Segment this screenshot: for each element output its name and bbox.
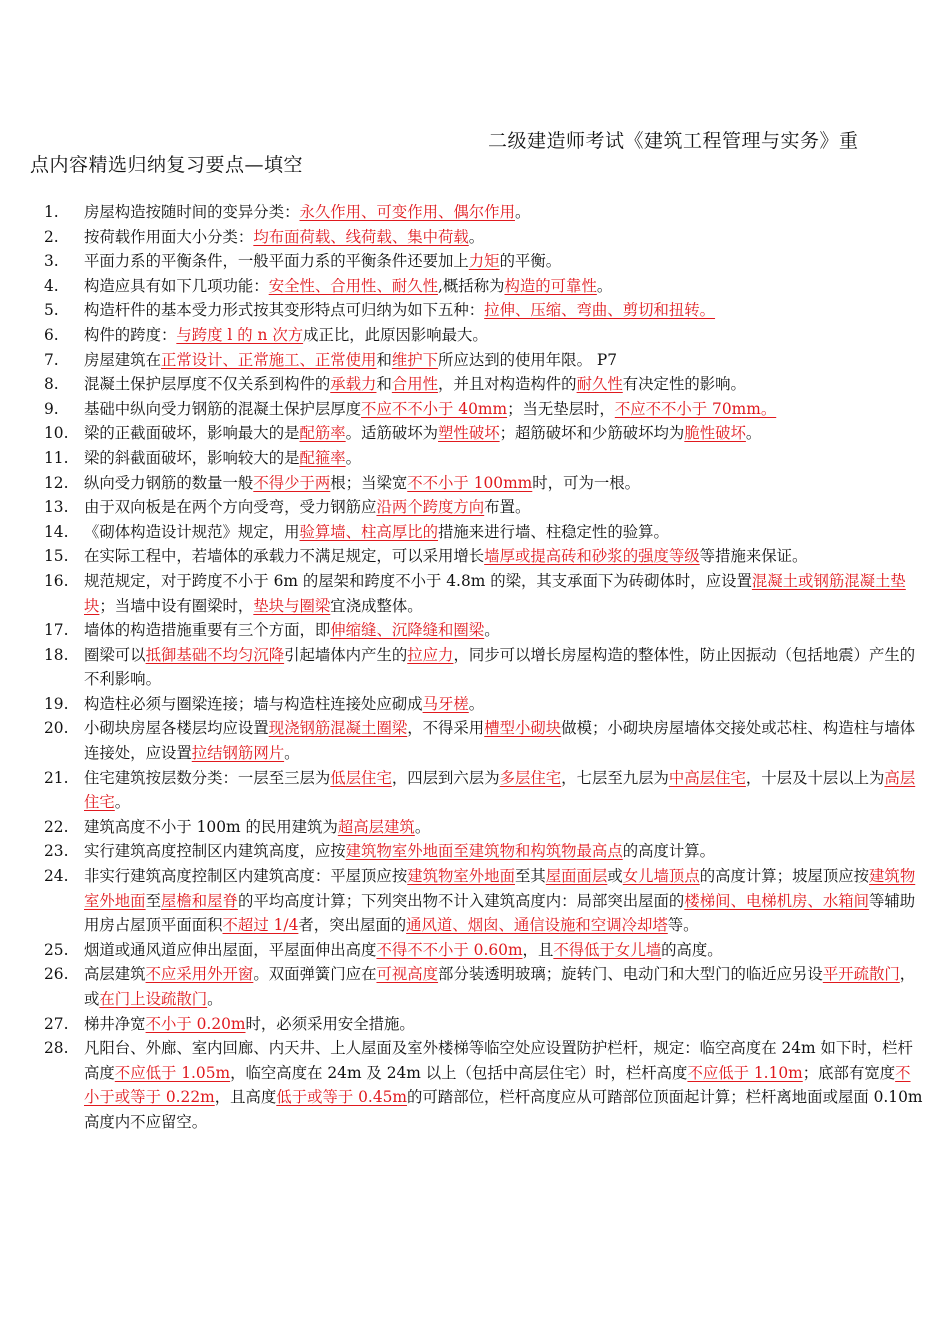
item-number: 7. <box>44 350 59 369</box>
item-text-segment: 根；当梁宽 <box>330 473 408 492</box>
item-text-segment: 。 <box>114 793 131 812</box>
list-item <box>44 323 924 348</box>
list-item <box>44 1012 924 1037</box>
answer-blank: 脆性破坏 <box>684 424 746 443</box>
item-text-segment: 的平衡。 <box>499 252 562 271</box>
answer-blank: 不得少于两 <box>253 473 331 492</box>
item-number: 12. <box>44 473 69 492</box>
answer-blank: 与跨度 l 的 n 次方 <box>176 325 304 344</box>
answer-blank: 耐久性 <box>576 375 623 394</box>
item-text-segment: 在实际工程中，若墙体的承载力不满足规定，可以采用增长 <box>84 547 485 566</box>
list-item <box>44 864 924 938</box>
item-text-segment: 。 <box>468 227 485 246</box>
item-text <box>84 520 924 545</box>
list-item <box>44 716 924 765</box>
item-text-segment: 。 <box>207 990 223 1008</box>
item-text-segment: 由于双向板是在两个方向受弯，受力钢筋应 <box>84 498 377 517</box>
item-text-segment: 有决定性的影响。 <box>622 375 746 394</box>
item-text-segment: 。 <box>484 621 500 640</box>
document-title-line-1: 二级建造师考试《建筑工程管理与实务》重 <box>488 130 859 152</box>
item-text-segment: 者，突出屋面的 <box>298 916 407 935</box>
answer-blank: 不应采用外开窗 <box>145 965 254 984</box>
item-text-segment: 做模；小砌块房屋墙体交接处或芯柱、构造柱与墙体连接处，应设置 <box>84 719 916 763</box>
item-text-segment: 所应达到的使用年限。 P7 <box>438 350 617 369</box>
item-text-segment: ；当无垫层时， <box>507 399 615 418</box>
list-item <box>44 200 924 225</box>
item-text-segment: 梯井净宽 <box>84 1014 146 1033</box>
list-item <box>44 569 924 618</box>
answer-blank: 不小于或等于 0.22m <box>84 1063 911 1107</box>
item-text-segment: 的平均高度计算；下列突出物不计入建筑高度内：局部突出屋面的 <box>237 891 685 910</box>
answer-blank: 马牙槎 <box>422 694 469 713</box>
item-number: 22. <box>44 817 69 836</box>
item-text-segment: ，同步可以增长房屋构造的整体性，防止因振动（包括地震）产生的不利影响。 <box>84 645 916 689</box>
item-text <box>84 544 924 569</box>
item-text <box>84 446 924 471</box>
item-text-segment: 房屋构造按随时间的变异分类： <box>84 203 300 221</box>
item-text-segment: 等。 <box>667 916 699 935</box>
item-number: 25. <box>44 940 69 959</box>
item-number: 5. <box>44 301 59 320</box>
item-text-segment: 墙体的构造措施重要有三个方面，即 <box>84 621 331 640</box>
item-text-segment: 构造杆件的基本受力形式按其变形特点可归纳为如下五种： <box>84 301 485 320</box>
answer-blank: 沿两个跨度方向 <box>376 498 485 517</box>
answer-blank: 不得低于女儿墙 <box>553 940 662 959</box>
item-number: 14. <box>44 522 69 541</box>
item-text <box>84 1012 924 1037</box>
item-text-segment: ，十层及十层以上为 <box>745 768 885 787</box>
document-title-line-2: 点内容精选归纳复习要点—填空 <box>30 154 304 176</box>
item-text <box>84 938 924 963</box>
item-text-segment: 。 <box>514 203 531 221</box>
item-text-segment: 和 <box>376 375 392 394</box>
item-text-segment: 混凝土保护层厚度不仅关系到构件的 <box>84 375 331 394</box>
answer-blank: 屋檐和屋脊 <box>160 891 238 910</box>
answer-blank: 超高层建筑 <box>337 817 415 836</box>
answer-blank: 塑性破坏 <box>438 424 500 443</box>
item-text <box>84 618 924 643</box>
answer-blank: 拉结钢筋网片 <box>191 744 285 763</box>
item-text <box>84 569 924 618</box>
item-text <box>84 471 924 496</box>
item-number: 26. <box>44 965 69 984</box>
answer-blank: 合用性 <box>391 375 439 394</box>
list-item <box>44 372 924 397</box>
item-text-segment: 实行建筑高度控制区内建筑高度，应按 <box>84 842 346 861</box>
item-text-segment: 和 <box>376 350 392 369</box>
list-item <box>44 471 924 496</box>
item-number: 11. <box>44 448 69 467</box>
item-text-segment: ，并且对构造构件的 <box>438 375 577 394</box>
answer-blank: 伸缩缝、沉降缝和圈梁 <box>330 621 485 640</box>
item-text <box>84 298 924 323</box>
item-number: 2. <box>44 227 59 246</box>
item-text-segment: ，且 <box>522 940 554 959</box>
item-text-segment: ，或 <box>84 965 916 1008</box>
item-text <box>84 864 924 938</box>
list-item <box>44 298 924 323</box>
item-number: 18. <box>44 645 69 664</box>
item-text-segment: 小砌块房屋各楼层均应设置 <box>84 719 269 738</box>
answer-blank: 构造的可靠性 <box>504 276 597 295</box>
list-item <box>44 692 924 717</box>
answer-blank: 低层住宅 <box>330 768 392 787</box>
item-text-segment: 。 <box>745 424 762 443</box>
list-item <box>44 766 924 815</box>
answer-blank: 不不小于 100mm <box>407 473 533 492</box>
list-item <box>44 225 924 250</box>
item-text-segment: 时，可为一根。 <box>532 473 641 492</box>
item-text-segment: 基础中纵向受力钢筋的混凝土保护层厚度 <box>84 399 362 418</box>
answer-blank: 平开疏散门 <box>822 965 900 984</box>
item-text <box>84 766 924 815</box>
item-text <box>84 839 924 864</box>
list-item <box>44 1036 924 1134</box>
item-text-segment: 烟道或通风道应伸出屋面，平屋面伸出高度 <box>84 940 377 959</box>
answer-blank: 不超过 1/4 <box>222 916 299 935</box>
item-text-segment: 的高度计算；坡屋顶应按 <box>699 867 870 886</box>
item-text-segment: 凡阳台、外廊、室内回廊、内天井、上人屋面及室外楼梯等临空处应设置防护栏杆，规定：临空高度在 24m 如下时，栏杆高度 <box>84 1039 913 1082</box>
item-text-segment: 规范规定，对于跨度不小于 6m 的屋架和跨度不小于 4.8m 的梁，其支承面下为砖砌体时，应设置 <box>84 571 752 590</box>
answer-blank: 不应低于 1.05m <box>114 1063 231 1082</box>
item-text-segment: ,概括称为 <box>438 276 505 295</box>
item-text <box>84 643 924 692</box>
item-text <box>84 372 924 397</box>
item-text-segment: 纵向受力钢筋的数量一般 <box>84 473 254 492</box>
item-text-segment: 的可踏部位，栏杆高度应从可踏部位顶面起计算；栏杆离地面或屋面 0.10m 高度内不应留空。 <box>84 1088 923 1131</box>
list-item <box>44 421 924 446</box>
answer-blank: 建筑物室外地面 <box>84 867 916 910</box>
list-item <box>44 274 924 299</box>
item-text-segment: 构造柱必须与圈梁连接；墙与构造柱连接处应砌成 <box>84 694 423 713</box>
answer-blank: 不应低于 1.10m <box>687 1063 803 1082</box>
item-text-segment: 。双面弹簧门应在 <box>253 965 377 984</box>
item-number: 17. <box>44 621 69 640</box>
item-text-segment: 。 <box>596 276 613 295</box>
answer-blank: 不得不不小于 0.60m <box>376 940 523 959</box>
item-number: 19. <box>44 694 69 713</box>
item-text-segment: 部分装透明玻璃；旋转门、电动门和大型门的临近应另设 <box>438 965 823 984</box>
answer-blank: 承载力 <box>330 375 377 394</box>
item-text-segment: 《砌体构造设计规范》规定，用 <box>84 522 300 541</box>
item-number: 10. <box>44 424 69 443</box>
list-item <box>44 815 924 840</box>
list-item <box>44 938 924 963</box>
answer-blank: 多层住宅 <box>499 768 562 787</box>
item-text <box>84 348 924 373</box>
answer-blank: 槽型小砌块 <box>484 719 562 738</box>
item-text <box>84 815 924 840</box>
item-text-segment: 措施来进行墙、柱稳定性的验算。 <box>438 522 669 541</box>
list-item <box>44 618 924 643</box>
item-text-segment: 按荷载作用面大小分类： <box>84 227 254 246</box>
item-text <box>84 323 924 348</box>
item-number: 20. <box>44 719 69 738</box>
item-text-segment: ，七层至九层为 <box>561 768 669 787</box>
answer-blank: 验算墙、柱高厚比的 <box>299 522 439 541</box>
answer-blank: 在门上设疏散门 <box>99 990 208 1008</box>
list-item <box>44 249 924 274</box>
item-number: 16. <box>44 571 69 590</box>
list-item <box>44 643 924 692</box>
item-number: 15. <box>44 547 69 566</box>
item-text-segment: 构造应具有如下几项功能： <box>84 276 269 295</box>
answer-blank: 拉伸、压缩、弯曲、剪切和扭转。 <box>484 301 716 320</box>
item-text-segment: 布置。 <box>484 498 531 517</box>
answer-blank: 正常设计、正常施工、正常使用 <box>160 350 377 369</box>
item-number: 1. <box>44 203 59 221</box>
answer-blank: 通风道、烟囱、通信设施和空调冷却塔 <box>406 916 668 935</box>
list-item <box>44 520 924 545</box>
item-text-segment: 房屋建筑在 <box>84 350 161 369</box>
item-text <box>84 397 924 422</box>
answer-blank: 不应不不小于 70mm。 <box>614 399 777 418</box>
answer-blank: 永久作用、可变作用、偶尔作用 <box>299 203 515 221</box>
list-item <box>44 962 924 1011</box>
item-number: 27. <box>44 1014 69 1033</box>
item-text-segment: 高层建筑 <box>84 965 146 984</box>
item-text <box>84 249 924 274</box>
item-text-segment: 。 <box>414 817 431 836</box>
item-text-segment: 。 <box>468 694 485 713</box>
item-number: 23. <box>44 842 69 861</box>
item-text-segment: 住宅建筑按层数分类：一层至三层为 <box>84 768 331 787</box>
item-text-segment: ，不得采用 <box>407 719 485 738</box>
item-text-segment: 至其 <box>514 867 546 886</box>
answer-blank: 现浇钢筋混凝土圈梁 <box>268 719 408 738</box>
answer-blank: 维护下 <box>391 350 439 369</box>
answer-blank: 建筑物室外地面 <box>407 867 515 886</box>
item-number: 9. <box>44 399 59 418</box>
item-number: 21. <box>44 768 69 787</box>
answer-blank: 高层住宅 <box>84 768 916 812</box>
item-text <box>84 692 924 717</box>
answer-blank: 力矩 <box>468 252 500 271</box>
item-text-segment: 。 <box>284 744 300 763</box>
answer-blank: 混凝土或钢筋混凝土垫块 <box>84 571 906 615</box>
item-text <box>84 200 924 225</box>
list-item <box>44 446 924 471</box>
item-text-segment: ，四层到六层为 <box>391 768 500 787</box>
item-text-segment: 宜浇成整体。 <box>330 596 423 615</box>
item-text-segment: 至 <box>145 891 161 910</box>
answer-blank: 低于或等于 0.45m <box>276 1088 408 1107</box>
item-text <box>84 716 924 765</box>
item-text-segment: 梁的正截面破坏，影响最大的是 <box>84 424 300 443</box>
item-text-segment: 平面力系的平衡条件，一般平面力系的平衡条件还要加上 <box>84 252 469 271</box>
item-text-segment: 成正比，此原因影响最大。 <box>303 325 488 344</box>
item-text-segment: 非实行建筑高度控制区内建筑高度：平屋顶应按 <box>84 867 408 886</box>
answer-blank: 屋面面层 <box>545 867 608 886</box>
item-text-segment: 引起墙体内产生的 <box>284 645 408 664</box>
item-number: 13. <box>44 498 69 517</box>
item-text-segment: ，且高度 <box>214 1088 277 1107</box>
item-text <box>84 225 924 250</box>
answer-blank: 不小于 0.20m <box>145 1014 246 1033</box>
item-number: 3. <box>44 252 59 271</box>
item-number: 24. <box>44 867 69 886</box>
item-number: 8. <box>44 375 59 394</box>
item-text-segment: 等措施来保证。 <box>699 547 808 566</box>
list-item <box>44 397 924 422</box>
item-text-segment: ；超筋破坏和少筋破坏均为 <box>499 424 685 443</box>
answer-blank: 可视高度 <box>376 965 439 984</box>
answer-blank: 不应不不小于 40mm <box>361 399 508 418</box>
item-text <box>84 495 924 520</box>
fill-in-list <box>44 200 924 1135</box>
item-text-segment: 建筑高度不小于 100m 的民用建筑为 <box>84 817 338 836</box>
answer-blank: 配箍率 <box>299 448 346 467</box>
item-text <box>84 274 924 299</box>
item-text-segment: ；底部有宽度 <box>802 1063 896 1082</box>
item-number: 28. <box>44 1039 69 1058</box>
item-number: 4. <box>44 276 59 295</box>
item-text-segment: 等辅助用房占屋顶平面面积 <box>84 891 916 935</box>
item-text-segment: ；当墙中设有圈梁时， <box>99 596 254 615</box>
item-text <box>84 1036 924 1134</box>
answer-blank: 配筋率 <box>299 424 346 443</box>
item-text <box>84 421 924 446</box>
item-text-segment: 的高度。 <box>661 940 723 959</box>
item-text-segment: 。适筋破坏为 <box>345 424 439 443</box>
item-text-segment: 圈梁可以 <box>84 645 146 664</box>
answer-blank: 垫块与圈梁 <box>253 596 331 615</box>
item-text <box>84 962 924 1011</box>
list-item <box>44 544 924 569</box>
answer-blank: 安全性、合用性、耐久性 <box>268 276 439 295</box>
answer-blank: 楼梯间、电梯机房、水箱间 <box>684 891 869 910</box>
item-text-segment: 或 <box>607 867 623 886</box>
answer-blank: 建筑物室外地面至建筑物和构筑物最高点 <box>345 842 623 861</box>
answer-blank: 墙厚或提高砖和砂浆的强度等级 <box>484 547 700 566</box>
item-number: 6. <box>44 325 59 344</box>
answer-blank: 女儿墙顶点 <box>622 867 700 886</box>
item-text-segment: 的高度计算。 <box>622 842 716 861</box>
list-item <box>44 348 924 373</box>
item-text-segment: ，临空高度在 24m 及 24m 以上（包括中高层住宅）时，栏杆高度 <box>230 1063 688 1082</box>
item-text-segment: 构件的跨度： <box>84 325 177 344</box>
answer-blank: 均布面荷载、线荷载、集中荷载 <box>253 227 469 246</box>
item-text-segment: 时，必须采用安全措施。 <box>245 1014 415 1033</box>
answer-blank: 抵御基础不均匀沉降 <box>145 645 285 664</box>
item-text-segment: 。 <box>345 448 362 467</box>
list-item <box>44 495 924 520</box>
item-text-segment: 梁的斜截面破坏，影响较大的是 <box>84 448 300 467</box>
answer-blank: 拉应力 <box>407 645 454 664</box>
list-item <box>44 839 924 864</box>
answer-blank: 中高层住宅 <box>668 768 746 787</box>
